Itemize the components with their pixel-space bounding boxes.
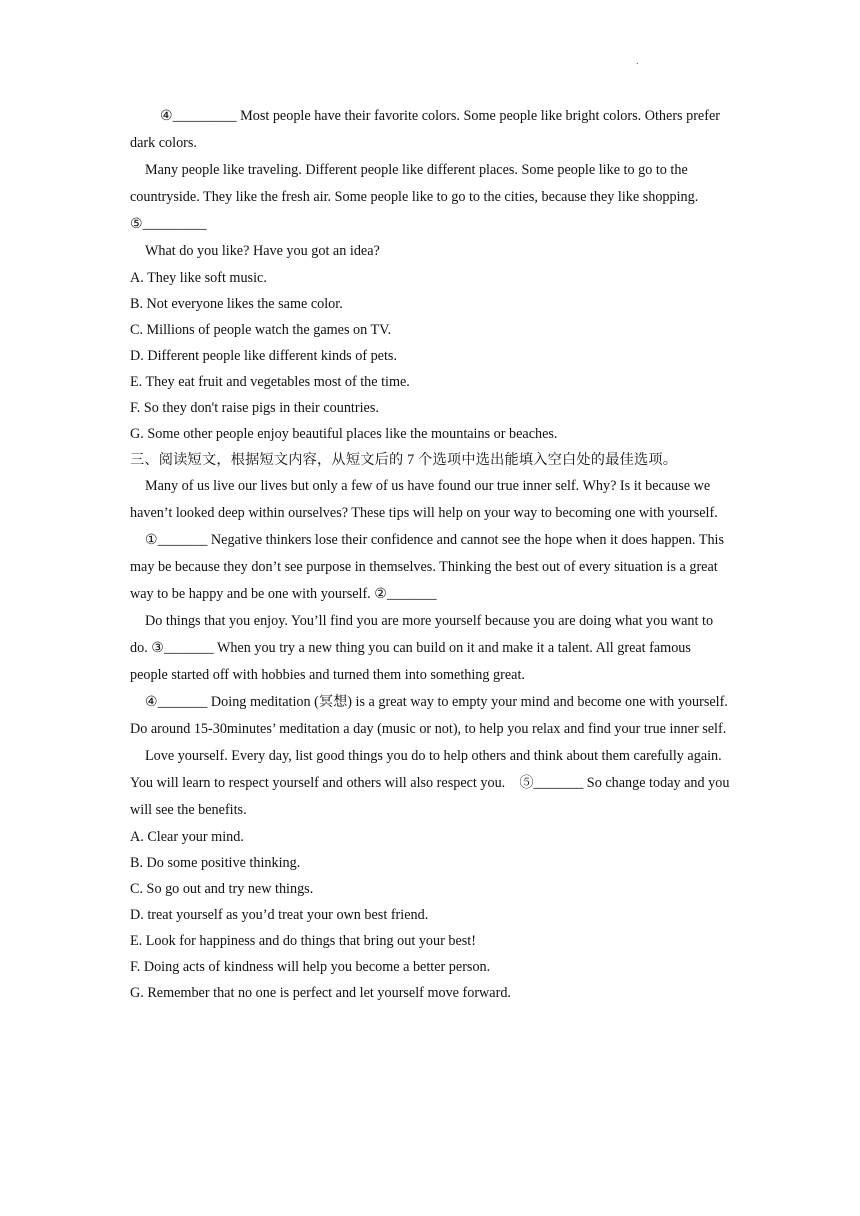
option-item: C. Millions of people watch the games on TV. bbox=[130, 322, 392, 338]
passage-paragraph: ①_______ Negative thinkers lose their confidence and cannot see the hope when it does happen. This may be because they don’t see purpose in themselves. Thinking the best out of every situation is a great way to be happy and be one with yourself. ②_______ bbox=[130, 532, 725, 602]
option-item: G. Remember that no one is perfect and let yourself move forward. bbox=[130, 985, 511, 1001]
option-item: E. They eat fruit and vegetables most of the time. bbox=[130, 374, 410, 390]
option-item: B. Not everyone likes the same color. bbox=[130, 296, 343, 312]
passage-paragraph: Many people like traveling. Different people like different places. Some people like to go to the countryside. They like the fresh air. Some people like to go to the cities, because they like shopping. ⑤_________ bbox=[130, 162, 699, 232]
option-item: D. Different people like different kinds of pets. bbox=[130, 348, 397, 364]
passage-paragraph: Do things that you enjoy. You’ll find you are more yourself because you are doing what you want to do. ③_______ When you try a new thing you can build on it and make it a talent. All great famous people started off with hobbies and turned them into something great. bbox=[130, 613, 714, 683]
header-mark: . bbox=[636, 56, 639, 67]
option-item: B. Do some positive thinking. bbox=[130, 855, 301, 871]
option-item: A. Clear your mind. bbox=[130, 829, 244, 845]
option-item: C. So go out and try new things. bbox=[130, 881, 314, 897]
option-item: D. treat yourself as you’d treat your own best friend. bbox=[130, 907, 429, 923]
option-item: A. They like soft music. bbox=[130, 270, 267, 286]
section-heading: 三、阅读短文，根据短文内容，从短文后的 7 个选项中选出能填入空白处的最佳选项。 bbox=[130, 452, 678, 468]
option-item: F. So they don't raise pigs in their countries. bbox=[130, 400, 379, 416]
option-item: F. Doing acts of kindness will help you become a better person. bbox=[130, 959, 491, 975]
passage-paragraph: ④_______ Doing meditation (冥想) is a great way to empty your mind and become one with yourself. Do around 15-30minutes’ meditation a day (music or not), to help you relax and find your true inner self. bbox=[130, 694, 728, 737]
passage-paragraph: Many of us live our lives but only a few of us have found our true inner self. Why? Is it because we haven’t looked deep within ourselves? These tips will help on your way to becoming one with yourself. bbox=[130, 478, 718, 521]
option-item: E. Look for happiness and do things that bring out your best! bbox=[130, 933, 476, 949]
passage-paragraph: What do you like? Have you got an idea? bbox=[145, 243, 380, 259]
document-body bbox=[130, 103, 730, 1006]
passage-paragraph: ④_________ Most people have their favorite colors. Some people like bright colors. Others prefer dark colors. bbox=[130, 108, 720, 151]
passage-paragraph: Love yourself. Every day, list good things you do to help others and think about them carefully again. You will learn to respect yourself and others will also respect you. ⑤_______ So change today and you will see the benefits. bbox=[130, 748, 730, 818]
option-item: G. Some other people enjoy beautiful places like the mountains or beaches. bbox=[130, 426, 558, 442]
